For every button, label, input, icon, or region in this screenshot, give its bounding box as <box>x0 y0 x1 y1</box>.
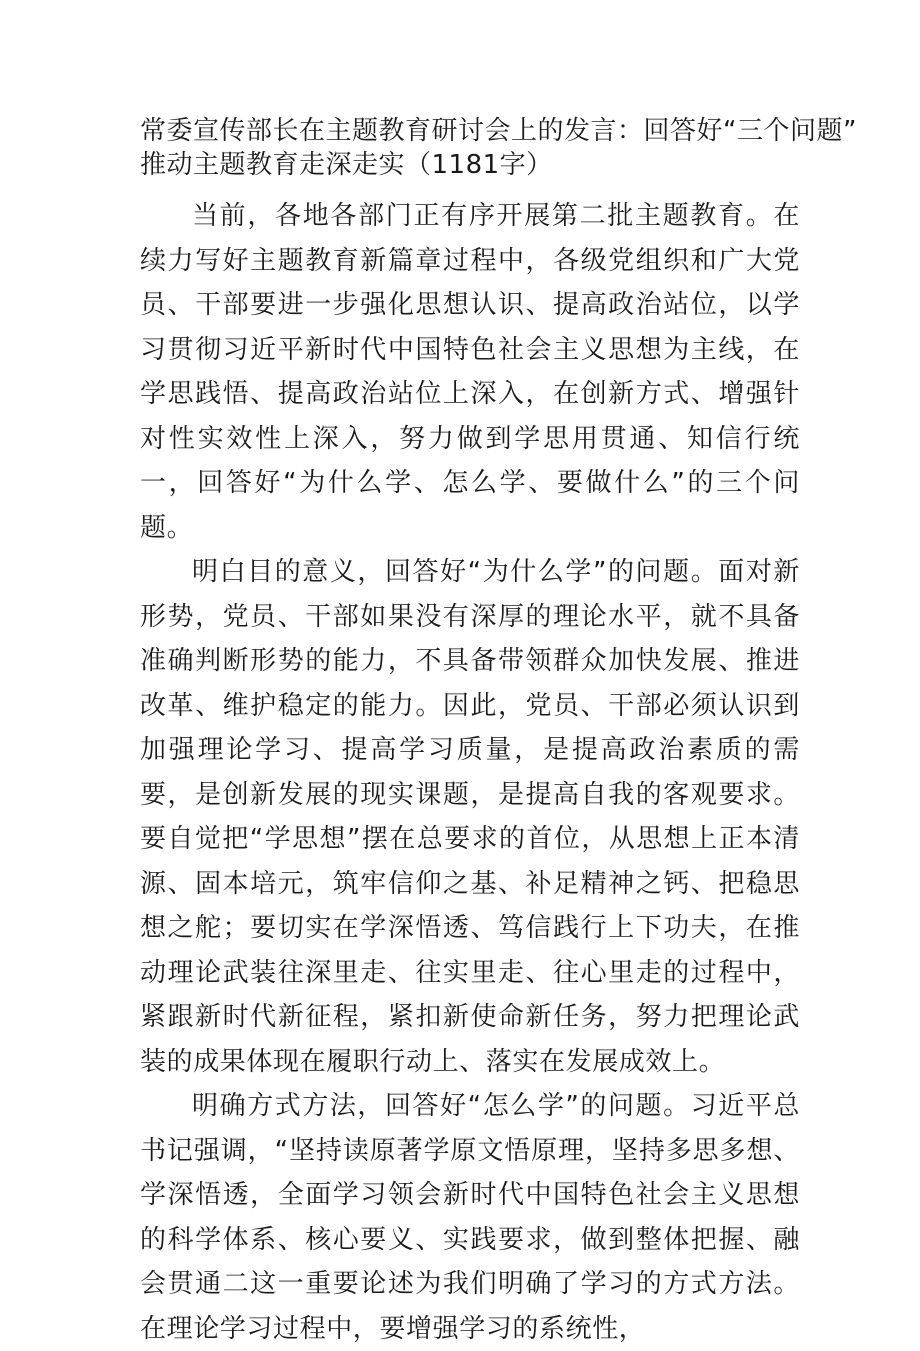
paragraph-how-learn: 明确方式方法，回答好“怎么学”的问题。习近平总书记强调，“坚持读原著学原文悟原理，坚持多思多想、学深悟透，全面学习领会新时代中国特色社会主义思想的科学体系、核心要义、实践要求，做到整体把握、融会贯通二这一重要论述为我们明确了学习的方式方法。在理论学习过程中，要增强学习的系统性， <box>140 1091 800 1344</box>
document-title <box>140 114 857 182</box>
paragraph-intro: 当前，各地各部门正有序开展第二批主题教育。在续力写好主题教育新篇章过程中，各级党组织和广大党员、干部要进一步强化思想认识、提高政治站位，以学习贯彻习近平新时代中国特色社会主义思想为主线，在学思践悟、提高政治站位上深入，在创新方式、增强针对性实效性上深入，努力做到学思用贯通、知信行统一，回答好“为什么学、怎么学、要做什么”的三个问题。 <box>140 201 800 543</box>
title-line-1: 常委宣传部长在主题教育研讨会上的发言：回答好“三个问题” <box>140 116 857 146</box>
document-body <box>140 194 800 1351</box>
title-line-2: 推动主题教育走深走实（1181字） <box>140 150 553 180</box>
paragraph-why-learn: 明白目的意义，回答好“为什么学”的问题。面对新形势，党员、干部如果没有深厚的理论水平，就不具备准确判断形势的能力，不具备带领群众加快发展、推进改革、维护稳定的能力。因此，党员、干部必须认识到加强理论学习、提高学习质量，是提高政治素质的需要，是创新发展的现实课题，是提高自我的客观要求。要自觉把“学思想”摆在总要求的首位，从思想上正本清源、固本培元，筑牢信仰之基、补足精神之钙、把稳思想之舵；要切实在学深悟透、笃信践行上下功夫，在推动理论武装往深里走、往实里走、往心里走的过程中，紧跟新时代新征程，紧扣新使命新任务，努力把理论武装的成果体现在履职行动上、落实在发展成效上。 <box>140 557 800 1077</box>
